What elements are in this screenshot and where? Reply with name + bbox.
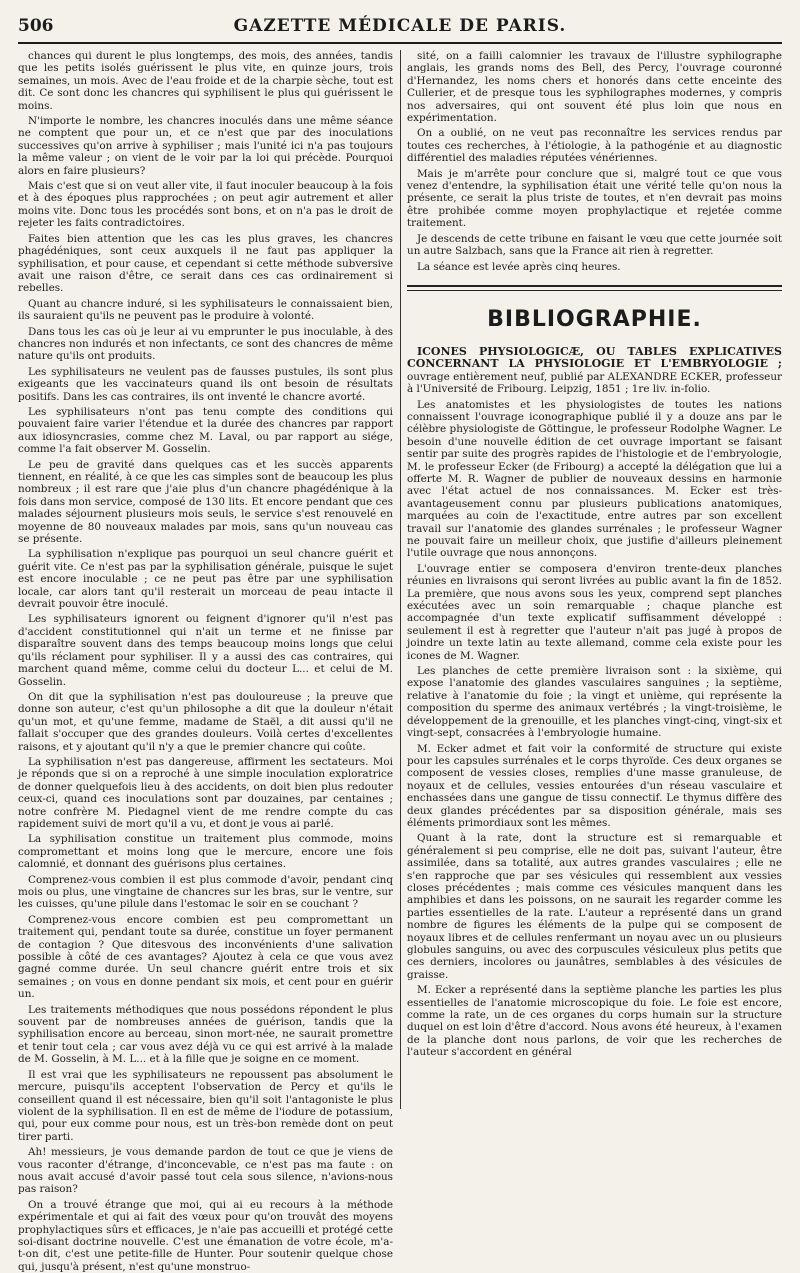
paragraph: Les syphilisateurs ne veulent pas de fausses pustules, ils sont plus exigeants que les vaccinateurs quand ils ont besoin de résultats positifs. Dans les cas contraires, ils ont inventé le chancre avorté.	[18, 365, 393, 403]
paragraph: sité, on a failli calomnier les travaux de l'illustre syphilographe anglais, les grands noms des Bell, des Percy, l'ouvrage couronné d'Hernandez, les noms chers et honorés dans cette enceinte des Cullerier, et de presque tous les syphilographes modernes, y compris nos adversaires, qui ont souvent été plus loin que nous en expérimentation.	[407, 50, 782, 125]
paragraph: N'importe le nombre, les chancres inoculés dans une même séance ne comptent que pour un, et ce n'est que par des inoculations successives qu'on arrive à syphiliser ; mais l'unité ici n'a pas toujours la même valeur ; on vient de le voir par la loi qui précède. Pourquoi alors en faire plusieurs?	[18, 115, 393, 177]
paragraph: Mais je m'arrête pour conclure que si, malgré tout ce que vous venez d'entendre, la syphilisation était une vérité telle qu'on nous la présente, ce serait la plus triste de toutes, et n'en devrait pas moins être prohibée comme moyen prophylactique et rejetée comme traitement.	[407, 167, 782, 230]
section-heading: BIBLIOGRAPHIE.	[487, 306, 702, 332]
running-title: GAZETTE MÉDICALE DE PARIS.	[233, 16, 567, 36]
right-column	[407, 50, 782, 1109]
paragraph: Mais c'est que si on veut aller vite, il faut inoculer beaucoup à la fois et à des époques plus rapprochées ; on peut agir autrement et aller moins vite. Donc tous les procédés sont bons, et on n'a pas le droit de rejeter les faits contradictoires.	[18, 180, 393, 230]
left-column	[18, 50, 393, 1273]
page-header	[18, 16, 782, 44]
paragraph: Dans tous les cas où je leur ai vu emprunter le pus inoculable, à des chancres non indurés et non infectants, ce sont des chancres de même nature qu'ils ont produits.	[18, 325, 393, 363]
paragraph: L'ouvrage entier se composera d'environ trente-deux planches réunies en livraisons qui seront livrées au public avant la fin de 1852. La première, que nous avons sous les yeux, comprend sept planches exécutées avec un soin remarquable ; chaque planche est accompagnée d'un texte explicatif suffisamment développé : seulement il est à regretter que l'auteur n'ait pas jugé à propos de joindre un texte latin au texte allemand, comme cela existe pour les icones de M. Wagner.	[407, 562, 782, 662]
paragraph: Comprenez-vous encore combien est peu compromettant un traitement qui, pendant toute sa durée, constitue un foyer permanent de contagion ? Que ditesvous des inconvénients d'une salivation possible à côté de ces avantages? Ajoutez à cela ce que vous avez gagné comme durée. Un seul chancre guérit entre trois et six semaines ; on vous en donne pendant six mois, et cent pour en guérir un.	[18, 913, 393, 1001]
entry-title-rest: ouvrage entièrement neuf, publié par ALEXANDRE ECKER, professeur à l'Université de Fribourg. Leipzig, 1851 ; 1re liv. in-folio.	[407, 370, 782, 396]
paragraph: On a oublié, on ne veut pas reconnaître les services rendus par toutes ces recherches, à l'étiologie, à la pathogénie et au diagnostic différentiel des maladies réputées vénériennes.	[407, 127, 782, 165]
entry-title-caps: ICONES PHYSIOLOGICÆ, OU TABLES EXPLICATIVES CONCERNANT LA PHYSIOLOGIE ET L'EMBRYOLOGIE ;	[407, 344, 782, 371]
paragraph: La syphilisation n'explique pas pourquoi un seul chancre guérit et guérit vite. Ce n'est pas par la syphilisation générale, puisque le sujet est encore inoculable ; ce ne peut pas être par une syphilisation locale, car alors tant qu'il resterait un morceau de peau intacte il devrait pouvoir être inoculé.	[18, 548, 393, 611]
paragraph: La séance est levée après cinq heures.	[417, 260, 621, 273]
paragraph: chances qui durent le plus longtemps, des mois, des années, tandis que les petits isolés guérissent le plus vite, en quinze jours, trois semaines, un mois. Avec de l'eau froide et de la charpie sèche, tout est dit. Ce sont donc les chancres qui syphilisent le plus qui guérissent le moins.	[18, 50, 393, 112]
paragraph: Les anatomistes et les physiologistes de toutes les nations connaissent l'ouvrage iconographique publié il y a douze ans par le célèbre physiologiste de Göttingue, le professeur Rodolphe Wagner. Le besoin d'une nouvelle édition de cet ouvrage important se faisant sentir par suite des progrès rapides de l'histologie et de l'embryologie, M. le professeur Ecker (de Fribourg) a accepté la délégation que lui a offerte M. R. Wagner de publier de nouveaux dessins en harmonie avec l'état actuel de nos connaissances. M. Ecker est très-avantageusement connu par plusieurs publications anatomiques, marquées au coin de l'exactitude, entre autres par son excellent travail sur l'anatomie des glandes surrénales ; le professeur Wagner ne pouvait faire un meilleur choix, que justifie d'ailleurs pleinement l'utile ouvrage que nous annonçons.	[407, 398, 782, 560]
paragraph: La syphilisation n'est pas dangereuse, affirment les sectateurs. Moi je réponds que si on a reproché à une simple inoculation exploratrice de donner quelquefois lieu à des accidents, on doit bien plus redouter ceux-ci, quand ces inoculations sont par douzaines, par centaines ; notre confrère M. Piedagnel vient de me rendre compte du cas rapidement suivi de mort qu'il a vu, et dont je vous ai parlé.	[18, 755, 393, 830]
paragraph: Ah! messieurs, je vous demande pardon de tout ce que je viens de vous raconter d'étrange, d'inconcevable, ce n'est pas ma faute : on nous avait accusé d'avoir passé tout cela sous silence, n'avions-nous pas raison?	[18, 1146, 393, 1196]
paragraph: Les syphilisateurs n'ont pas tenu compte des conditions qui pouvaient faire varier l'étendue et la durée des chancres par rapport aux idiosyncrasies, comme chez M. Laval, ou par rapport au siége, comme l'a fait observer M. Gosselin.	[18, 405, 393, 456]
bibliography-entry-title	[407, 346, 782, 396]
paragraph: M. Ecker a représenté dans la septième planche les parties les plus essentielles de l'anatomie microscopique du foie. Le foie est encore, comme la rate, un de ces organes du corps humain sur la structure duquel on est loin d'être d'accord. Nous avons été heureux, à l'examen de la planche dont nous parlons, de voir que les recherches de l'auteur s'accordent en général	[407, 984, 782, 1059]
paragraph: On dit que la syphilisation n'est pas douloureuse ; la preuve que donne son auteur, c'est qu'un philosophe a dit que la douleur n'était qu'un mot, et qu'une femme, madame de Staël, a dit aussi qu'il ne fallait s'occuper que des grandes douleurs. Voilà certes d'excellentes raisons, et y ajoutant qu'il n'y a que le premier chancre qui coûte.	[18, 690, 393, 753]
paragraph: Quant à la rate, dont la structure est si remarquable et généralement si peu comprise, elle ne doit pas, suivant l'auteur, être assimilée, dans sa totalité, aux autres grandes vasculaires ; elle ne s'en rapproche que par ses vésicules qui ressemblent aux vessies closes précédentes ; mais comme ces vésicules manquent dans les amphibies et dans les poissons, on ne saurait les regarder comme les parties essentielles de la rate. L'auteur a représenté dans un grand nombre de figures les éléments de la pulpe qui se composent de noyaux libres et de cellules renfermant un noyau avec un ou plusieurs globules sanguins, ou avec des corpuscules vésiculeux plus petits que ces derniers, incolores ou jaunâtres, semblables à des vésicules de graisse.	[407, 832, 782, 981]
section-separator	[407, 285, 782, 291]
paragraph: On a trouvé étrange que moi, qui ai eu recours à la méthode expérimentale et qui ai fait des vœux pour qu'on trouvât des moyens prophylactiques sûrs et efficaces, je n'aie pas accueilli et protégé cette soi-disant doctrine nouvelle. C'est une émanation de votre école, m'a-t-on dit, c'est une petite-fille de Hunter. Pour soutenir quelque chose qui, jusqu'à présent, n'est qu'une monstruo-	[18, 1198, 393, 1273]
column-divider	[400, 50, 401, 1109]
paragraph: M. Ecker admet et fait voir la conformité de structure qui existe pour les capsules surrénales et le corps thyroïde. Ces deux organes se composent de vessies closes, remplies d'une masse granuleuse, de noyaux et de cellules, vessies entourées d'un réseau vasculaire et enchassées dans une gangue de tissu connectif. Le thymus diffère des deux glandes précédentes par sa disposition générale, mais ses éléments primordiaux sont les mêmes.	[407, 742, 782, 829]
page-number: 506	[18, 16, 54, 36]
paragraph: Comprenez-vous combien il est plus commode d'avoir, pendant cinq mois ou plus, une vingtaine de chancres sur les bras, sur le ventre, sur les cuisses, qu'une pilule dans l'estomac le soir en se couchant ?	[18, 873, 393, 911]
paragraph: Faites bien attention que les cas les plus graves, les chancres phagédéniques, sont ceux auxquels il ne faut pas appliquer la syphilisation, et pour cause, et cependant si cette méthode subversive avait une raison d'être, ce serait dans ces cas ordinairement si rebelles.	[18, 232, 393, 295]
paragraph: Il est vrai que les syphilisateurs ne repoussent pas absolument le mercure, puisqu'ils acceptent l'observation de Percy et qu'ils le conseillent quand il est nécessaire, bien qu'il soit l'antagoniste le plus violent de la syphilisation. Il en est de même de l'iodure de potassium, qui, pour eux comme pour nous, est un très-bon remède dont on peut tirer parti.	[18, 1068, 393, 1143]
paragraph: La syphilisation constitue un traitement plus commode, moins compromettant et moins long que le mercure, encore une fois calomnié, et donnant des guérisons plus certaines.	[18, 833, 393, 871]
paragraph: Les traitements méthodiques que nous possédons répondent le plus souvent par de nombreuses années de guérison, tandis que la syphilisation encore au berceau, sinon mort-née, ne saurait promettre et tenir tout cela ; car vous avez déjà vu ce qui est arrivé à la malade de M. Gosselin, à M. L... et à la fille que je soigne en ce moment.	[18, 1003, 393, 1066]
paragraph: Je descends de cette tribune en faisant le vœu que cette journée soit un autre Salzbach, sans que la France ait rien à regretter.	[407, 232, 782, 258]
paragraph: Quant au chancre induré, si les syphilisateurs le connaissaient bien, ils sauraient qu'ils ne peuvent pas le produire à volonté.	[18, 297, 393, 323]
paragraph: Les syphilisateurs ignorent ou feignent d'ignorer qu'il n'est pas d'accident constitutionnel qui n'ait un terme et ne finisse par disparaître souvent dans des temps beaucoup moins longs que celui qu'ils réclament pour syphiliser. Il y a aussi des cas contraires, qui marchent quand même, comme celui du docteur L... et celui de M. Gosselin.	[18, 613, 393, 688]
paragraph: Le peu de gravité dans quelques cas et les succès apparents tiennent, en réalité, à ce que les cas simples sont de beaucoup les plus nombreux ; il est rare que j'aie plus d'un chancre phagédénique à la fois dans mon service, composé de 130 lits. Et encore pendant que ces malades séjournent plusieurs mois seuls, le service s'est renouvelé en moyenne de 80 nouveaux malades par mois, sans qu'un nouveau cas se présente.	[18, 458, 393, 546]
paragraph: Les planches de cette première livraison sont : la sixième, qui expose l'anatomie des glandes vasculaires sanguines ; la septième, relative à l'anatomie du foie ; la vingt et unième, qui représente la composition du sperme des animaux vertébrés ; la vingt-troisième, le développement de la grenouille, et les planches vingt-cinq, vingt-six et vingt-sept, consacrées à l'embryologie humaine.	[407, 665, 782, 740]
